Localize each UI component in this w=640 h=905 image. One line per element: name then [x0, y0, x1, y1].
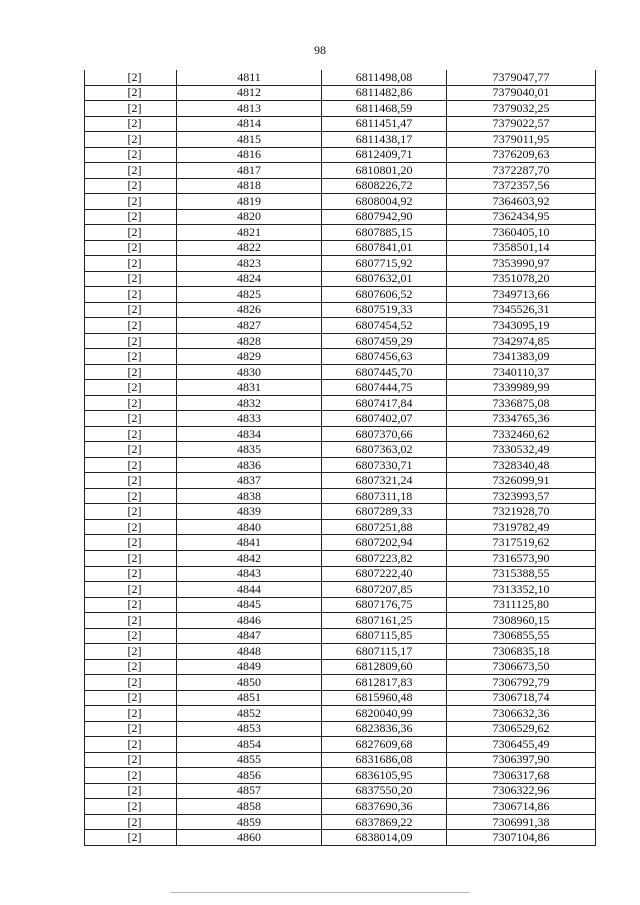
x-coordinate-cell: 6807207,85	[322, 582, 447, 598]
point-set-cell: [2]	[85, 411, 177, 427]
point-set-cell: [2]	[85, 457, 177, 473]
point-set-cell: [2]	[85, 333, 177, 349]
table-row	[85, 147, 596, 163]
point-number-cell: 4855	[177, 752, 322, 768]
point-number-cell: 4827	[177, 318, 322, 334]
point-number-cell: 4812	[177, 85, 322, 101]
y-coordinate-cell: 7345526,31	[447, 302, 596, 318]
table-row	[85, 116, 596, 132]
y-coordinate-cell: 7306317,68	[447, 768, 596, 784]
y-coordinate-cell: 7306673,50	[447, 659, 596, 675]
table-row	[85, 271, 596, 287]
point-set-cell: [2]	[85, 582, 177, 598]
x-coordinate-cell: 6807321,24	[322, 473, 447, 489]
point-number-cell: 4845	[177, 597, 322, 613]
point-set-cell: [2]	[85, 116, 177, 132]
table-row	[85, 442, 596, 458]
point-number-cell: 4856	[177, 768, 322, 784]
y-coordinate-cell: 7340110,37	[447, 364, 596, 380]
y-coordinate-cell: 7379032,25	[447, 101, 596, 117]
point-number-cell: 4841	[177, 535, 322, 551]
point-number-cell: 4821	[177, 225, 322, 241]
table-row	[85, 225, 596, 241]
point-number-cell: 4831	[177, 380, 322, 396]
point-number-cell: 4853	[177, 721, 322, 737]
table-row	[85, 721, 596, 737]
table-row	[85, 752, 596, 768]
y-coordinate-cell: 7360405,10	[447, 225, 596, 241]
point-set-cell: [2]	[85, 799, 177, 815]
x-coordinate-cell: 6807445,70	[322, 364, 447, 380]
y-coordinate-cell: 7376209,63	[447, 147, 596, 163]
point-number-cell: 4818	[177, 178, 322, 194]
table-row	[85, 566, 596, 582]
table-row	[85, 550, 596, 566]
y-coordinate-cell: 7306714,86	[447, 799, 596, 815]
point-number-cell: 4837	[177, 473, 322, 489]
point-set-cell: [2]	[85, 178, 177, 194]
y-coordinate-cell: 7328340,48	[447, 457, 596, 473]
x-coordinate-cell: 6807519,33	[322, 302, 447, 318]
table-row	[85, 101, 596, 117]
x-coordinate-cell: 6807222,40	[322, 566, 447, 582]
point-number-cell: 4847	[177, 628, 322, 644]
point-set-cell: [2]	[85, 209, 177, 225]
x-coordinate-cell: 6812809,60	[322, 659, 447, 675]
x-coordinate-cell: 6823836,36	[322, 721, 447, 737]
table-row	[85, 240, 596, 256]
x-coordinate-cell: 6807251,88	[322, 519, 447, 535]
table-row	[85, 380, 596, 396]
table-row	[85, 473, 596, 489]
point-number-cell: 4817	[177, 163, 322, 179]
point-number-cell: 4823	[177, 256, 322, 272]
y-coordinate-cell: 7334765,36	[447, 411, 596, 427]
point-number-cell: 4838	[177, 488, 322, 504]
point-set-cell: [2]	[85, 132, 177, 148]
point-set-cell: [2]	[85, 70, 177, 85]
x-coordinate-cell: 6831686,08	[322, 752, 447, 768]
table-row	[85, 209, 596, 225]
x-coordinate-cell: 6807161,25	[322, 613, 447, 629]
x-coordinate-cell: 6807402,07	[322, 411, 447, 427]
table-row	[85, 768, 596, 784]
y-coordinate-cell: 7351078,20	[447, 271, 596, 287]
point-set-cell: [2]	[85, 240, 177, 256]
point-set-cell: [2]	[85, 535, 177, 551]
point-set-cell: [2]	[85, 488, 177, 504]
x-coordinate-cell: 6807885,15	[322, 225, 447, 241]
x-coordinate-cell: 6837550,20	[322, 783, 447, 799]
point-number-cell: 4859	[177, 814, 322, 830]
table-row	[85, 690, 596, 706]
y-coordinate-cell: 7379011,95	[447, 132, 596, 148]
point-number-cell: 4826	[177, 302, 322, 318]
y-coordinate-cell: 7317519,62	[447, 535, 596, 551]
table-row	[85, 302, 596, 318]
x-coordinate-cell: 6811468,59	[322, 101, 447, 117]
point-set-cell: [2]	[85, 271, 177, 287]
x-coordinate-cell: 6815960,48	[322, 690, 447, 706]
table-row	[85, 582, 596, 598]
point-number-cell: 4822	[177, 240, 322, 256]
x-coordinate-cell: 6807606,52	[322, 287, 447, 303]
x-coordinate-cell: 6836105,95	[322, 768, 447, 784]
y-coordinate-cell: 7311125,80	[447, 597, 596, 613]
point-number-cell: 4848	[177, 644, 322, 660]
y-coordinate-cell: 7306718,74	[447, 690, 596, 706]
point-set-cell: [2]	[85, 395, 177, 411]
point-set-cell: [2]	[85, 163, 177, 179]
table-row	[85, 395, 596, 411]
page-number: 98	[314, 43, 326, 57]
point-number-cell: 4833	[177, 411, 322, 427]
table-row	[85, 70, 596, 85]
point-number-cell: 4852	[177, 706, 322, 722]
point-set-cell: [2]	[85, 768, 177, 784]
point-number-cell: 4830	[177, 364, 322, 380]
point-set-cell: [2]	[85, 442, 177, 458]
x-coordinate-cell: 6811498,08	[322, 70, 447, 85]
y-coordinate-cell: 7306529,62	[447, 721, 596, 737]
point-set-cell: [2]	[85, 519, 177, 535]
table-row	[85, 333, 596, 349]
x-coordinate-cell: 6837869,22	[322, 814, 447, 830]
table-row	[85, 132, 596, 148]
x-coordinate-cell: 6811451,47	[322, 116, 447, 132]
table-row	[85, 426, 596, 442]
y-coordinate-cell: 7306455,49	[447, 737, 596, 753]
y-coordinate-cell: 7364603,92	[447, 194, 596, 210]
table-row	[85, 535, 596, 551]
point-set-cell: [2]	[85, 101, 177, 117]
y-coordinate-cell: 7330532,49	[447, 442, 596, 458]
y-coordinate-cell: 7343095,19	[447, 318, 596, 334]
table-row	[85, 163, 596, 179]
point-number-cell: 4842	[177, 550, 322, 566]
point-set-cell: [2]	[85, 721, 177, 737]
footer-rule	[170, 892, 470, 893]
x-coordinate-cell: 6807176,75	[322, 597, 447, 613]
point-number-cell: 4854	[177, 737, 322, 753]
y-coordinate-cell: 7336875,08	[447, 395, 596, 411]
x-coordinate-cell: 6820040,99	[322, 706, 447, 722]
point-set-cell: [2]	[85, 690, 177, 706]
point-set-cell: [2]	[85, 675, 177, 691]
point-number-cell: 4828	[177, 333, 322, 349]
table-row	[85, 364, 596, 380]
point-set-cell: [2]	[85, 473, 177, 489]
y-coordinate-cell: 7313352,10	[447, 582, 596, 598]
table-row	[85, 783, 596, 799]
x-coordinate-cell: 6838014,09	[322, 830, 447, 846]
table-row	[85, 799, 596, 815]
point-set-cell: [2]	[85, 628, 177, 644]
point-number-cell: 4844	[177, 582, 322, 598]
x-coordinate-cell: 6807454,52	[322, 318, 447, 334]
point-set-cell: [2]	[85, 566, 177, 582]
point-number-cell: 4860	[177, 830, 322, 846]
table-row	[85, 628, 596, 644]
table-row	[85, 706, 596, 722]
x-coordinate-cell: 6807330,71	[322, 457, 447, 473]
x-coordinate-cell: 6807223,82	[322, 550, 447, 566]
table-row	[85, 597, 596, 613]
point-set-cell: [2]	[85, 644, 177, 660]
y-coordinate-cell: 7341383,09	[447, 349, 596, 365]
y-coordinate-cell: 7379047,77	[447, 70, 596, 85]
y-coordinate-cell: 7319782,49	[447, 519, 596, 535]
point-set-cell: [2]	[85, 85, 177, 101]
x-coordinate-cell: 6807417,84	[322, 395, 447, 411]
y-coordinate-cell: 7358501,14	[447, 240, 596, 256]
y-coordinate-cell: 7372357,56	[447, 178, 596, 194]
point-set-cell: [2]	[85, 349, 177, 365]
point-set-cell: [2]	[85, 287, 177, 303]
table-row	[85, 256, 596, 272]
y-coordinate-cell: 7308960,15	[447, 613, 596, 629]
table-row	[85, 85, 596, 101]
x-coordinate-cell: 6807841,01	[322, 240, 447, 256]
point-set-cell: [2]	[85, 613, 177, 629]
y-coordinate-cell: 7306855,55	[447, 628, 596, 644]
point-set-cell: [2]	[85, 256, 177, 272]
y-coordinate-cell: 7321928,70	[447, 504, 596, 520]
y-coordinate-cell: 7306632,36	[447, 706, 596, 722]
y-coordinate-cell: 7306792,79	[447, 675, 596, 691]
x-coordinate-cell: 6837690,36	[322, 799, 447, 815]
table-row	[85, 737, 596, 753]
y-coordinate-cell: 7315388,55	[447, 566, 596, 582]
x-coordinate-cell: 6808004,92	[322, 194, 447, 210]
y-coordinate-cell: 7306397,90	[447, 752, 596, 768]
point-set-cell: [2]	[85, 194, 177, 210]
y-coordinate-cell: 7326099,91	[447, 473, 596, 489]
point-number-cell: 4857	[177, 783, 322, 799]
table-row	[85, 814, 596, 830]
point-set-cell: [2]	[85, 597, 177, 613]
x-coordinate-cell: 6812409,71	[322, 147, 447, 163]
y-coordinate-cell: 7306322,96	[447, 783, 596, 799]
table-row	[85, 519, 596, 535]
x-coordinate-cell: 6827609,68	[322, 737, 447, 753]
x-coordinate-cell: 6807311,18	[322, 488, 447, 504]
table-row	[85, 613, 596, 629]
table-row	[85, 318, 596, 334]
point-number-cell: 4814	[177, 116, 322, 132]
point-number-cell: 4849	[177, 659, 322, 675]
point-number-cell: 4829	[177, 349, 322, 365]
x-coordinate-cell: 6807632,01	[322, 271, 447, 287]
point-number-cell: 4851	[177, 690, 322, 706]
point-set-cell: [2]	[85, 814, 177, 830]
point-set-cell: [2]	[85, 752, 177, 768]
point-number-cell: 4811	[177, 70, 322, 85]
table-row	[85, 287, 596, 303]
x-coordinate-cell: 6807202,94	[322, 535, 447, 551]
y-coordinate-cell: 7307104,86	[447, 830, 596, 846]
y-coordinate-cell: 7372287,70	[447, 163, 596, 179]
point-number-cell: 4825	[177, 287, 322, 303]
table-row	[85, 504, 596, 520]
point-number-cell: 4819	[177, 194, 322, 210]
point-set-cell: [2]	[85, 147, 177, 163]
table-row	[85, 675, 596, 691]
point-number-cell: 4846	[177, 613, 322, 629]
point-number-cell: 4839	[177, 504, 322, 520]
x-coordinate-cell: 6810801,20	[322, 163, 447, 179]
point-number-cell: 4850	[177, 675, 322, 691]
x-coordinate-cell: 6811438,17	[322, 132, 447, 148]
point-number-cell: 4835	[177, 442, 322, 458]
y-coordinate-cell: 7332460,62	[447, 426, 596, 442]
point-set-cell: [2]	[85, 830, 177, 846]
x-coordinate-cell: 6807370,66	[322, 426, 447, 442]
point-set-cell: [2]	[85, 426, 177, 442]
y-coordinate-cell: 7349713,66	[447, 287, 596, 303]
x-coordinate-cell: 6807715,92	[322, 256, 447, 272]
table-row	[85, 349, 596, 365]
point-set-cell: [2]	[85, 737, 177, 753]
x-coordinate-cell: 6807115,17	[322, 644, 447, 660]
point-number-cell: 4820	[177, 209, 322, 225]
table-row	[85, 194, 596, 210]
y-coordinate-cell: 7353990,97	[447, 256, 596, 272]
point-number-cell: 4840	[177, 519, 322, 535]
x-coordinate-cell: 6807444,75	[322, 380, 447, 396]
point-number-cell: 4843	[177, 566, 322, 582]
y-coordinate-cell: 7323993,57	[447, 488, 596, 504]
coordinates-table	[84, 70, 596, 846]
table-row	[85, 830, 596, 846]
y-coordinate-cell: 7306835,18	[447, 644, 596, 660]
table-row	[85, 659, 596, 675]
table-row	[85, 488, 596, 504]
y-coordinate-cell: 7379022,57	[447, 116, 596, 132]
point-set-cell: [2]	[85, 504, 177, 520]
x-coordinate-cell: 6807459,29	[322, 333, 447, 349]
x-coordinate-cell: 6812817,83	[322, 675, 447, 691]
table-row	[85, 457, 596, 473]
y-coordinate-cell: 7339989,99	[447, 380, 596, 396]
point-number-cell: 4834	[177, 426, 322, 442]
coordinates-table-body	[85, 70, 596, 845]
table-row	[85, 178, 596, 194]
y-coordinate-cell: 7316573,90	[447, 550, 596, 566]
point-number-cell: 4815	[177, 132, 322, 148]
table-row	[85, 644, 596, 660]
table-row	[85, 411, 596, 427]
y-coordinate-cell: 7362434,95	[447, 209, 596, 225]
point-set-cell: [2]	[85, 783, 177, 799]
point-set-cell: [2]	[85, 318, 177, 334]
point-number-cell: 4858	[177, 799, 322, 815]
point-number-cell: 4832	[177, 395, 322, 411]
point-number-cell: 4836	[177, 457, 322, 473]
point-number-cell: 4816	[177, 147, 322, 163]
x-coordinate-cell: 6807456,63	[322, 349, 447, 365]
x-coordinate-cell: 6807115,85	[322, 628, 447, 644]
y-coordinate-cell: 7379040,01	[447, 85, 596, 101]
point-set-cell: [2]	[85, 706, 177, 722]
x-coordinate-cell: 6811482,86	[322, 85, 447, 101]
y-coordinate-cell: 7306991,38	[447, 814, 596, 830]
x-coordinate-cell: 6807942,90	[322, 209, 447, 225]
point-set-cell: [2]	[85, 550, 177, 566]
point-set-cell: [2]	[85, 302, 177, 318]
y-coordinate-cell: 7342974,85	[447, 333, 596, 349]
x-coordinate-cell: 6807363,02	[322, 442, 447, 458]
x-coordinate-cell: 6808226,72	[322, 178, 447, 194]
point-number-cell: 4813	[177, 101, 322, 117]
point-number-cell: 4824	[177, 271, 322, 287]
x-coordinate-cell: 6807289,33	[322, 504, 447, 520]
point-set-cell: [2]	[85, 380, 177, 396]
point-set-cell: [2]	[85, 364, 177, 380]
point-set-cell: [2]	[85, 659, 177, 675]
point-set-cell: [2]	[85, 225, 177, 241]
